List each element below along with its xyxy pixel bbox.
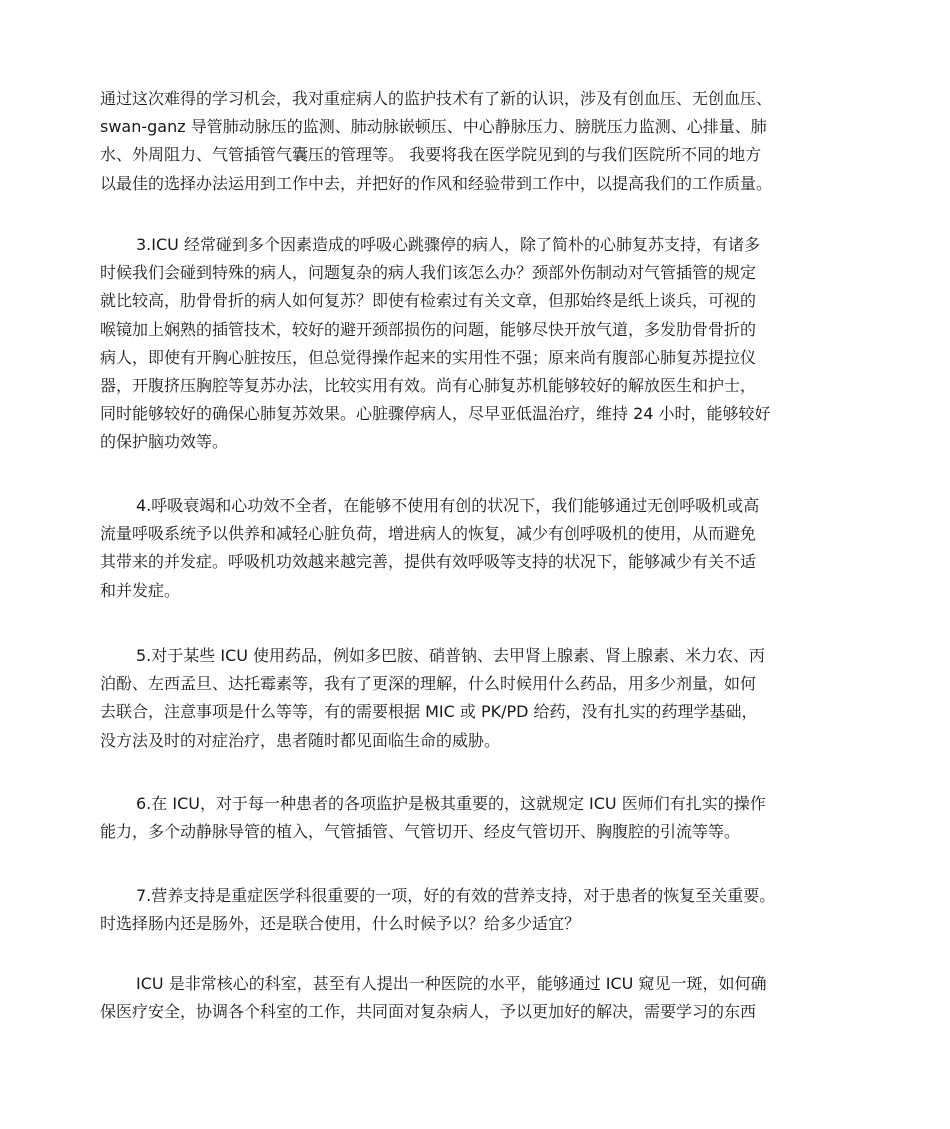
text-line: 去联合，注意事项是什么等等，有的需要根据 MIC 或 PK/PD 给药，没有扎实的药理学基础，	[100, 702, 758, 722]
paragraph-item-4-respiratory	[100, 492, 860, 605]
paragraph-icu-conclusion	[100, 970, 860, 1026]
text-line: 保医疗安全，协调各个科室的工作，共同面对复杂病人，予以更加好的解决，需要学习的东西	[100, 1002, 757, 1022]
paragraph-item-3-resuscitation	[100, 231, 860, 457]
text-line: 7.营养支持是重症医学科很重要的一项，好的有效的营养支持，对于患者的恢复至关重要。	[136, 886, 776, 905]
text-line: 通过这次难得的学习机会，我对重症病人的监护技术有了新的认识，涉及有创血压、无创血压、	[100, 89, 773, 108]
paragraph-monitoring	[100, 85, 860, 198]
text-line: 的保护脑功效等。	[100, 432, 229, 452]
text-line: 3.ICU 经常碰到多个因素造成的呼吸心跳骤停的病人，除了简朴的心肺复苏支持，有诸多	[136, 235, 760, 254]
text-line: 4.呼吸衰竭和心功效不全者，在能够不使用有创的状况下，我们能够通过无创呼吸机或高	[136, 496, 760, 515]
text-line: 水、外周阻力、气管插管气囊压的管理等。 我要将我在医学院见到的与我们医院所不同的地方	[100, 145, 762, 165]
text-line: 其带来的并发症。呼吸机功效越来越完善，提供有效呼吸等支持的状况下，能够减少有关不适	[100, 552, 757, 572]
text-line: 时选择肠内还是肠外，还是联合使用，什么时候予以？给多少适宜？	[100, 914, 581, 934]
text-line: 和并发症。	[100, 580, 181, 600]
paragraph-item-7-nutrition	[100, 882, 860, 938]
paragraph-item-6-procedures	[100, 790, 860, 846]
text-line: 就比较高，肋骨骨折的病人如何复苏？即使有检索过有关文章，但那始终是纸上谈兵，可视的	[100, 291, 757, 311]
text-line: 6.在 ICU，对于每一种患者的各项监护是极其重要的，这就规定 ICU 医师们有扎实的操作	[136, 794, 766, 813]
text-line: 同时能够较好的确保心肺复苏效果。心脏骤停病人，尽早亚低温治疗，维持 24 小时，能够较好	[100, 404, 771, 424]
text-line: 病人，即使有开胸心脏按压，但总觉得操作起来的实用性不强；原来尚有腹部心肺复苏提拉仪	[100, 347, 757, 367]
text-line: 5.对于某些 ICU 使用药品，例如多巴胺、硝普钠、去甲肾上腺素、肾上腺素、米力农、丙	[136, 646, 766, 665]
text-line: 泊酚、左西孟旦、达托霉素等，我有了更深的理解，什么时候用什么药品，用多少剂量，如何	[100, 674, 757, 694]
text-line: 能力，多个动静脉导管的植入，气管插管、气管切开、经皮气管切开、胸腹腔的引流等等。	[100, 822, 741, 842]
paragraph-item-5-drugs	[100, 642, 860, 755]
text-line: 时候我们会碰到特殊的病人，问题复杂的病人我们该怎么办？颈部外伤制动对气管插管的规定	[100, 263, 757, 283]
text-line: ICU 是非常核心的科室，甚至有人提出一种医院的水平，能够通过 ICU 窥见一斑，如何确	[136, 974, 767, 993]
text-line: swan-ganz 导管肺动脉压的监测、肺动脉嵌顿压、中心静脉压力、膀胱压力监测、心排量、肺	[100, 117, 767, 137]
text-line: 喉镜加上娴熟的插管技术，较好的避开颈部损伤的问题，能够尽快开放气道，多发肋骨骨折的	[100, 319, 757, 339]
text-line: 没方法及时的对症治疗，患者随时都见面临生命的威胁。	[100, 730, 501, 750]
text-line: 器，开腹挤压胸腔等复苏办法，比较实用有效。尚有心肺复苏机能够较好的解放医生和护士，	[100, 376, 757, 396]
text-line: 以最佳的选择办法运用到工作中去，并把好的作风和经验带到工作中，以提高我们的工作质量。	[100, 173, 773, 193]
text-line: 流量呼吸系统予以供养和减轻心脏负荷，增进病人的恢复，减少有创呼吸机的使用，从而避免	[100, 524, 757, 544]
